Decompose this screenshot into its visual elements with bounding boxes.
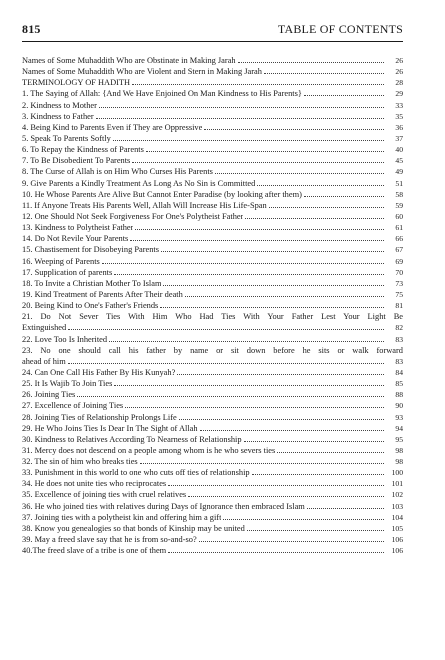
toc-entry-page: 81 [395, 301, 403, 311]
toc-entry[interactable] [22, 166, 403, 177]
toc-entry[interactable] [22, 256, 403, 267]
toc-entry[interactable] [22, 289, 403, 300]
toc-entry-page: 88 [395, 390, 403, 400]
toc-entry-title: 35. Excellence of joining ties with cruel relatives [22, 490, 187, 500]
dot-leader [304, 95, 384, 96]
dot-leader [215, 173, 384, 174]
toc-entry-title: 24. Can One Call His Father By His Kunyah? [22, 367, 176, 377]
toc-entry[interactable] [22, 445, 403, 456]
dot-leader [114, 385, 384, 386]
toc-entry-page: 83 [395, 334, 403, 344]
dot-leader [168, 485, 384, 486]
dot-leader [199, 541, 384, 542]
toc-entry-title: 7. To Be Disobedient To Parents [22, 156, 131, 166]
toc-entry-title: 12. One Should Not Seek Forgiveness For One's Polytheist Father [22, 211, 244, 221]
toc-entry-page: 35 [395, 111, 403, 121]
toc-entry-title: 26. Joining Ties [22, 390, 76, 400]
toc-entry-title: 29. He Who Joins Ties Is Dear In The Sight of Allah [22, 423, 198, 433]
toc-entry[interactable] [22, 278, 403, 289]
dot-leader [179, 419, 384, 420]
toc-entry-title: 38. Know you genealogies so that bonds of Kinship may be united [22, 523, 245, 533]
dot-leader [68, 329, 384, 330]
toc-entry[interactable] [22, 523, 403, 534]
toc-entry[interactable] [22, 66, 403, 77]
toc-entry-page: 105 [391, 523, 403, 533]
toc-entry-page: 29 [395, 89, 403, 99]
toc-entry-title: 32. The sin of him who breaks ties [22, 457, 138, 467]
toc-entry-title: Names of Some Muhaddith Who are Violent and Stern in Making Jarah [22, 67, 262, 77]
toc-entry-title: 22. Love Too Is Inherited [22, 334, 108, 344]
dot-leader [247, 530, 384, 531]
toc-entry[interactable] [22, 111, 403, 122]
toc-entry-page: 95 [395, 434, 403, 444]
toc-entry[interactable] [22, 534, 403, 545]
toc-entry-title: 15. Chastisement for Disobeying Parents [22, 245, 160, 255]
toc-entry-title: 39. May a freed slave say that he is from so-and-so? [22, 535, 197, 545]
toc-entry[interactable] [22, 178, 403, 189]
toc-entry[interactable] [22, 100, 403, 111]
toc-entry-title: 16. Weeping of Parents [22, 256, 100, 266]
table-of-contents [22, 55, 403, 556]
toc-entry[interactable] [22, 467, 403, 478]
dot-leader [102, 263, 384, 264]
toc-entry[interactable] [22, 489, 403, 500]
toc-entry-title: 14. Do Not Revile Your Parents [22, 234, 129, 244]
toc-entry-page: 93 [395, 412, 403, 422]
toc-entry-title: 34. He does not unite ties who reciprocates [22, 479, 167, 489]
dot-leader [113, 140, 384, 141]
toc-entry[interactable] [22, 77, 403, 88]
toc-entry-page: 26 [395, 56, 403, 65]
dot-leader [96, 118, 384, 119]
toc-entry[interactable] [22, 378, 403, 389]
dot-leader [168, 552, 384, 553]
toc-entry[interactable] [22, 267, 403, 278]
toc-entry-title: 33. Punishment in this world to one who cuts off ties of relationship [22, 468, 250, 478]
toc-entry-title: 28. Joining Ties of Relationship Prolongs Life [22, 412, 177, 422]
dot-leader [160, 307, 384, 308]
toc-entry-title: 31. Mercy does not descend on a people among whom is he who severs ties [22, 445, 276, 455]
toc-entry-page: 103 [391, 501, 403, 511]
toc-entry[interactable] [22, 189, 403, 200]
dot-leader [163, 285, 384, 286]
toc-entry-page: 100 [391, 468, 403, 478]
dot-leader [77, 396, 384, 397]
toc-entry-page: 75 [395, 289, 403, 299]
dot-leader [252, 474, 384, 475]
toc-entry[interactable] [22, 222, 403, 233]
toc-entry[interactable] [22, 478, 403, 489]
dot-leader [68, 363, 384, 364]
dot-leader [307, 508, 384, 509]
toc-entry[interactable] [22, 412, 403, 423]
toc-entry-page: 106 [391, 546, 403, 556]
toc-entry-title: 8. The Curse of Allah is on Him Who Curses His Parents [22, 167, 213, 177]
dot-leader [304, 196, 384, 197]
toc-entry-page: 61 [395, 223, 403, 233]
toc-entry[interactable] [22, 400, 403, 411]
toc-entry[interactable] [22, 456, 403, 467]
toc-entry-page: 106 [391, 535, 403, 545]
toc-entry-page: 94 [395, 423, 403, 433]
toc-entry-title: 4. Being Kind to Parents Even if They are Oppressive [22, 122, 203, 132]
toc-entry-continuation [22, 356, 403, 367]
toc-entry-page: 69 [395, 256, 403, 266]
dot-leader [269, 207, 384, 208]
toc-entry-title: 13. Kindness to Polytheist Father [22, 223, 134, 233]
dot-leader [223, 519, 384, 520]
toc-entry-title: 20. Being Kind to One's Father's Friends [22, 301, 159, 311]
toc-entry[interactable] [22, 501, 403, 512]
dot-leader [125, 407, 384, 408]
toc-entry-title: 9. Give Parents a Kindly Treatment As Long As No Sin is Committed [22, 178, 256, 188]
toc-entry-title: 10. He Whose Parents Are Alive But Cannot Enter Paradise (by looking after them) [22, 189, 302, 199]
dot-leader [245, 218, 384, 219]
toc-entry[interactable] [22, 133, 403, 144]
dot-leader [177, 374, 384, 375]
dot-leader [109, 341, 384, 342]
toc-entry[interactable] [22, 334, 403, 345]
dot-leader [257, 185, 384, 186]
toc-entry-title: 18. To Invite a Christian Mother To Islam [22, 278, 162, 288]
toc-entry-page: 67 [395, 245, 403, 255]
toc-entry-page: 33 [395, 100, 403, 110]
toc-entry-page: 70 [395, 267, 403, 277]
toc-entry-page: 59 [395, 200, 403, 210]
toc-entry-title: 6. To Repay the Kindness of Parents [22, 145, 144, 155]
toc-entry[interactable] [22, 88, 403, 99]
dot-leader [277, 452, 384, 453]
toc-entry-page: 98 [395, 457, 403, 467]
toc-entry[interactable] [22, 55, 403, 66]
toc-entry[interactable] [22, 389, 403, 400]
toc-entry-title: 3. Kindness to Father [22, 111, 94, 121]
toc-entry-title: 36. He who joined ties with relatives during Days of Ignorance then embraced Islam [22, 501, 305, 511]
dot-leader [130, 240, 384, 241]
dot-leader [161, 251, 384, 252]
toc-entry-title: 30. Kindness to Relatives According To Nearness of Relationship [22, 434, 242, 444]
toc-entry-page: 85 [395, 379, 403, 389]
toc-entry-page: 84 [395, 367, 403, 377]
toc-entry-title: 2. Kindness to Mother [22, 100, 97, 110]
toc-entry[interactable] [22, 200, 403, 211]
dot-leader [188, 496, 384, 497]
dot-leader [238, 62, 384, 63]
toc-entry-page: 60 [395, 211, 403, 221]
page-header [22, 22, 403, 38]
toc-entry[interactable] [22, 300, 403, 311]
toc-entry-title: 5. Speak To Parents Softly [22, 133, 111, 143]
dot-leader [264, 73, 384, 74]
toc-entry-page: 26 [395, 67, 403, 77]
toc-entry[interactable] [22, 155, 403, 166]
toc-entry-page: 51 [395, 178, 403, 188]
toc-entry-title: 19. Kind Treatment of Parents After Their death [22, 289, 183, 299]
toc-entry[interactable] [22, 545, 403, 556]
toc-entry-title: 11. If Anyone Treats His Parents Well, Allah Will Increase His Life-Span [22, 200, 267, 210]
dot-leader [244, 441, 384, 442]
toc-entry-page: 102 [391, 490, 403, 500]
toc-entry[interactable] [22, 122, 403, 133]
toc-entry-page: 37 [395, 133, 403, 143]
dot-leader [204, 129, 384, 130]
dot-leader [140, 463, 384, 464]
page-number: 815 [22, 22, 41, 36]
toc-entry-title: 25. It Is Wajib To Join Ties [22, 379, 113, 389]
toc-entry-page: 28 [395, 78, 403, 88]
toc-entry-title: 27. Excellence of Joining Ties [22, 401, 124, 411]
dot-leader [185, 296, 384, 297]
toc-entry-title: TERMINOLOGY OF HADITH [22, 78, 131, 88]
dot-leader [200, 430, 384, 431]
toc-entry[interactable] [22, 367, 403, 378]
toc-entry-title: 1. The Saying of Allah: {And We Have Enjoined On Man Kindness to His Parents} [22, 89, 302, 99]
dot-leader [132, 162, 384, 163]
dot-leader [132, 84, 384, 85]
toc-entry-title: 37. Joining ties with a polytheist kin and offering him a gift [22, 512, 222, 522]
toc-entry[interactable] [22, 211, 403, 222]
header-rule [22, 41, 403, 42]
toc-entry[interactable] [22, 144, 403, 155]
toc-entry-title: 21. Do Not Sever Ties With Him Who Had Ties With Your Father Lest Your Light Be [22, 312, 403, 322]
toc-entry[interactable] [22, 233, 403, 244]
toc-entry-continuation [22, 322, 403, 333]
toc-entry-title: 40.The freed slave of a tribe is one of them [22, 546, 167, 556]
toc-entry[interactable] [22, 423, 403, 434]
toc-entry-page: 36 [395, 122, 403, 132]
toc-entry-title: 23. No one should call his father by name or sit down before he sits or walk forward [22, 345, 403, 355]
toc-entry-page: 83 [395, 356, 403, 366]
dot-leader [99, 107, 384, 108]
running-title: TABLE OF CONTENTS [277, 22, 403, 36]
toc-entry-page: 82 [395, 323, 403, 333]
toc-entry-page: 40 [395, 145, 403, 155]
toc-entry[interactable] [22, 345, 403, 367]
toc-entry-page: 49 [395, 167, 403, 177]
toc-entry[interactable] [22, 434, 403, 445]
toc-entry-page: 45 [395, 156, 403, 166]
toc-entry-title: 17. Supplication of parents [22, 267, 113, 277]
toc-entry-page: 104 [391, 512, 403, 522]
dot-leader [146, 151, 384, 152]
toc-entry-page: 101 [391, 479, 403, 489]
toc-entry[interactable] [22, 244, 403, 255]
toc-entry-page: 73 [395, 278, 403, 288]
toc-entry[interactable] [22, 311, 403, 333]
toc-entry-title-continued: Extinguished [22, 323, 67, 333]
dot-leader [135, 229, 384, 230]
toc-entry-title: Names of Some Muhaddith Who are Obstinate in Making Jarah [22, 56, 236, 65]
toc-entry-page: 90 [395, 401, 403, 411]
dot-leader [114, 274, 384, 275]
toc-entry-page: 58 [395, 189, 403, 199]
toc-entry-title-continued: ahead of him [22, 356, 66, 366]
toc-entry-page: 66 [395, 234, 403, 244]
toc-entry-page: 98 [395, 445, 403, 455]
toc-entry[interactable] [22, 512, 403, 523]
